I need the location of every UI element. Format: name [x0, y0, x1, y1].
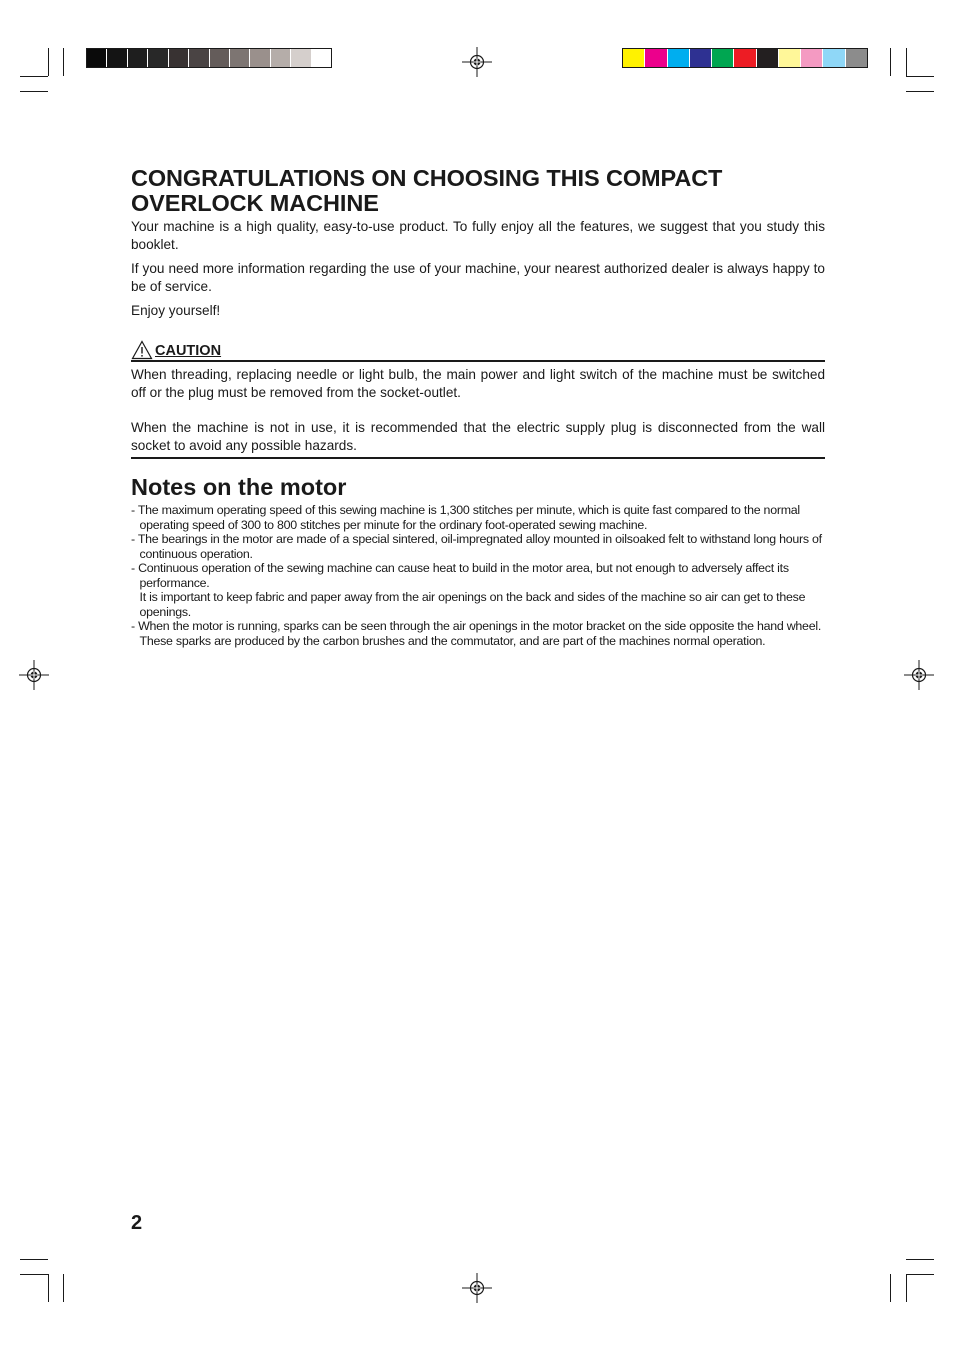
color-swatch [189, 49, 209, 67]
crop-mark [906, 76, 934, 77]
crop-mark [20, 1259, 48, 1260]
caution-heading [131, 338, 825, 360]
page-content [131, 166, 825, 648]
color-swatch [690, 49, 712, 67]
color-swatch [128, 49, 148, 67]
crop-mark [63, 48, 64, 76]
registration-mark-icon [462, 1273, 492, 1303]
color-swatch [148, 49, 168, 67]
section-heading: Notes on the motor [131, 474, 347, 500]
color-swatch [291, 49, 311, 67]
crop-mark [906, 91, 934, 92]
color-swatch [169, 49, 189, 67]
intro-paragraph: Your machine is a high quality, easy-to-use product. To fully enjoy all the features, we suggest that you study this booklet. [131, 219, 825, 252]
page-number: 2 [131, 1212, 143, 1234]
crop-mark [906, 48, 907, 76]
registration-mark-icon [19, 660, 49, 690]
list-item [131, 561, 825, 619]
color-swatch [734, 49, 756, 67]
warning-triangle-icon [131, 340, 153, 360]
color-swatch [712, 49, 734, 67]
color-swatch [801, 49, 823, 67]
crop-mark [890, 1274, 891, 1302]
list-item: - When the motor is running, sparks can be seen through the air openings in the motor bracket on the side opposite the hand wheel. These sparks are produced by the carbon brushes and the commutator, and are part of the machines normal operation. [131, 619, 822, 648]
color-swatch [107, 49, 127, 67]
caution-top-rule [131, 360, 825, 362]
list-item-continuation: It is important to keep fabric and paper away from the air openings on the back and sides of the machine so air can get to these openings. [139, 590, 806, 619]
color-swatch [645, 49, 667, 67]
crop-mark [48, 48, 49, 76]
color-swatch [87, 49, 107, 67]
list-item: - The bearings in the motor are made of a special sintered, oil-impregnated alloy mounted in oilsoaked felt to withstand long hours of continuous operation. [131, 532, 822, 561]
intro-paragraph: If you need more information regarding the use of your machine, your nearest authorized dealer is always happy to be of service. [131, 261, 825, 294]
color-calibration-bar [622, 48, 868, 68]
list-item: - The maximum operating speed of this sewing machine is 1,300 stitches per minute, which is quite fast compared to the normal operating speed of 300 to 800 stitches per minute for the ordinary foot-operated sewing machine. [131, 503, 800, 532]
color-swatch [230, 49, 250, 67]
color-swatch [312, 49, 331, 67]
registration-mark-icon [904, 660, 934, 690]
caution-bottom-rule [131, 457, 825, 459]
color-swatch [757, 49, 779, 67]
color-swatch [779, 49, 801, 67]
notes-list [131, 503, 825, 648]
color-swatch [210, 49, 230, 67]
color-swatch [250, 49, 270, 67]
caution-paragraph: When the machine is not in use, it is recommended that the electric supply plug is disconnected from the wall socket to avoid any possible hazards. [131, 420, 825, 453]
color-swatch [823, 49, 845, 67]
crop-mark [20, 91, 48, 92]
crop-mark [906, 1259, 934, 1260]
caution-box [131, 366, 825, 455]
color-swatch [623, 49, 645, 67]
crop-mark [63, 1274, 64, 1302]
registration-mark-icon [462, 47, 492, 77]
crop-mark [20, 76, 48, 77]
crop-mark [906, 1274, 934, 1275]
caution-label: CAUTION [155, 343, 222, 359]
intro-paragraph: Enjoy yourself! [131, 303, 221, 318]
grayscale-calibration-bar [86, 48, 332, 68]
color-swatch [271, 49, 291, 67]
color-swatch [846, 49, 867, 67]
list-item-text: - Continuous operation of the sewing machine can cause heat to build in the motor area, but not enough to adversely affect its performance. [131, 561, 789, 590]
crop-mark [906, 1274, 907, 1302]
color-swatch [668, 49, 690, 67]
crop-mark [890, 48, 891, 76]
crop-mark [48, 1274, 49, 1302]
page-title: CONGRATULATIONS ON CHOOSING THIS COMPACT OVERLOCK MACHINE [131, 165, 723, 216]
crop-mark [20, 1274, 48, 1275]
caution-paragraph: When threading, replacing needle or light bulb, the main power and light switch of the machine must be switched off or the plug must be removed from the socket-outlet. [131, 367, 825, 400]
